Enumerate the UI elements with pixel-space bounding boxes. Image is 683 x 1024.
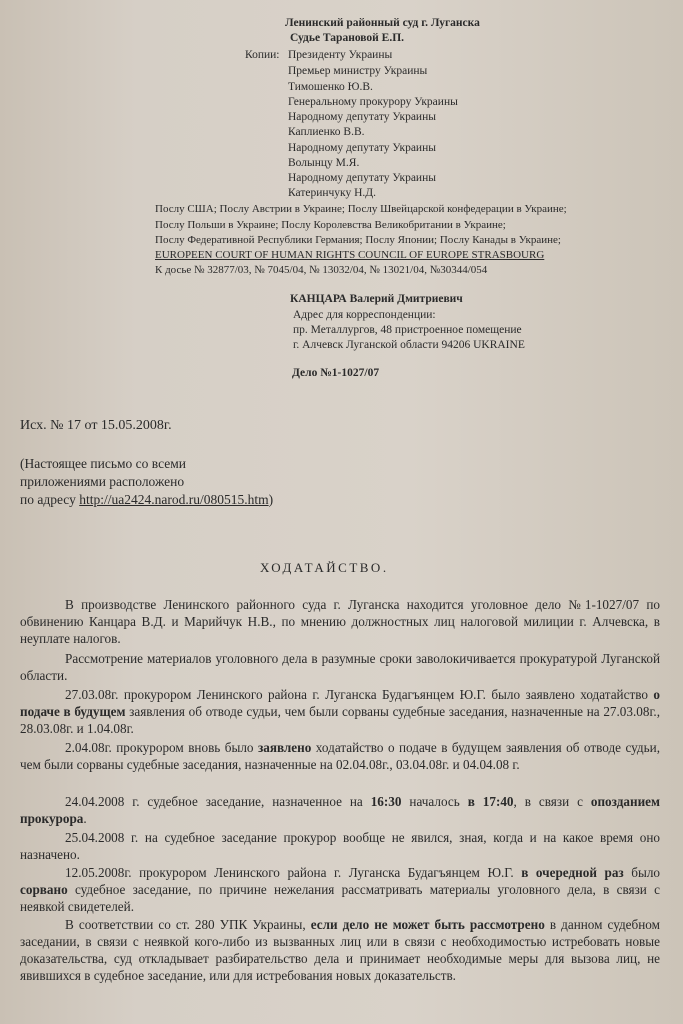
note-suffix: )	[268, 492, 274, 507]
case-number: Дело №1-1027/07	[292, 367, 380, 379]
body-paragraph: 2.04.08г. прокурором вновь было заявлено ходатайство о подаче в будущем заявления об отводе судьи, чем были сорваны судебные заседания, назначенные на 02.04.08г., 03.04.08г. и 04.04.08 г.	[20, 740, 660, 772]
dossier-line: К досье № 32877/03, № 7045/04, № 13032/04, № 13021/04, №30344/054	[155, 264, 488, 276]
copy-recipient: Каплиенко В.В.	[288, 126, 365, 138]
ambassadors-line: Послу Федеративной Республики Германия; Послу Японии; Послу Канады в Украине;	[155, 234, 561, 246]
body-paragraph: Рассмотрение материалов уголовного дела в разумные сроки заволокичивается прокуратурой Луганской области.	[20, 651, 660, 683]
note-block	[20, 455, 273, 509]
copy-recipient: Президенту Украины	[288, 49, 393, 61]
copy-recipient: Волынцу М.Я.	[288, 157, 360, 169]
copy-recipient: Катеринчуку Н.Д.	[288, 187, 376, 199]
sender-address-label: Адрес для корреспонденции:	[293, 309, 436, 321]
copy-recipient: Народному депутату Украины	[288, 111, 436, 123]
body-paragraph: 12.05.2008г. прокурором Ленинского района г. Луганска Будагъянцем Ю.Г. в очередной раз было сорвано судебное заседание, по причине нежелания рассматривать материалы уголовного дела, в связи с неявкой свидетелей.	[20, 865, 661, 914]
ambassadors-line: Послу США; Послу Австрии в Украине; Послу Швейцарской конфедерации в Украине;	[155, 203, 567, 215]
sender-city: г. Алчевск Луганской области 94206 UKRAINE	[293, 339, 525, 351]
body-paragraph: 24.04.2008 г. судебное заседание, назначенное на 16:30 началось в 17:40, в связи с опозданием прокурора.	[20, 794, 661, 826]
body-paragraph: В производстве Ленинского районного суда г. Луганска находится уголовное дело №1-1027/07 по обвинению Канцара В.Д. и Марийчук Н.В., по мнению должностных лиц налоговой милиции г. Алчевска, в неуплате налогов.	[20, 597, 660, 646]
copy-recipient: Народному депутату Украины	[288, 142, 436, 154]
body-paragraph: В соответствии со ст. 280 УПК Украины, если дело не может быть рассмотрено в данном судебном заседании, в связи с неявкой кого-либо из вызванных лиц или в связи с необходимостью истребовать новые доказательства, суд откладывает разбирательство дела и принимает необходимые меры для вызова лиц, не явившихся в судебное заседание, или для истребования новых доказательств.	[20, 917, 660, 983]
body-paragraph: 27.03.08г. прокурором Ленинского района г. Луганска Будагъянцем Ю.Г. было заявлено ходатайство о подаче в будущем заявления об отводе судьи, чем были сорваны судебные заседания, назначенные на 27.03.08г., 28.03.08г. и 1.04.08г.	[20, 687, 660, 736]
note-line: приложениями расположено	[20, 474, 185, 489]
outgoing-number: Исх. № 17 от 15.05.2008г.	[20, 418, 172, 433]
body-paragraph: 25.04.2008 г. на судебное заседание прокурор вообще не явился, зная, когда и на какое время оно назначено.	[20, 830, 660, 862]
copy-recipient: Тимошенко Ю.В.	[288, 81, 373, 93]
court-name: Ленинский районный суд г. Луганска	[285, 17, 480, 29]
copies-label: Копии:	[245, 49, 280, 61]
sender-name: КАНЦАРА Валерий Дмитриевич	[290, 293, 463, 305]
note-line	[20, 491, 273, 509]
sender-address: пр. Металлургов, 48 пристроенное помещение	[293, 324, 522, 336]
copy-recipient: Премьер министру Украины	[288, 65, 428, 77]
ambassadors-line: Послу Польши в Украине; Послу Королевства Великобритании в Украине;	[155, 219, 506, 231]
note-line: (Настоящее письмо со всеми	[20, 456, 187, 471]
letter-url-link[interactable]: http://ua2424.narod.ru/080515.htm	[79, 492, 269, 507]
echr-line: EUROPEEN COURT OF HUMAN RIGHTS COUNCIL OF EUROPE STRASBOURG	[155, 249, 545, 261]
copy-recipient: Генеральному прокурору Украины	[288, 96, 458, 108]
note-prefix: по адресу	[20, 492, 80, 507]
document-title: ХОДАТАЙСТВО.	[260, 560, 389, 575]
copy-recipient: Народному депутату Украины	[288, 172, 436, 184]
judge-name: Судье Тарановой Е.П.	[290, 32, 405, 44]
